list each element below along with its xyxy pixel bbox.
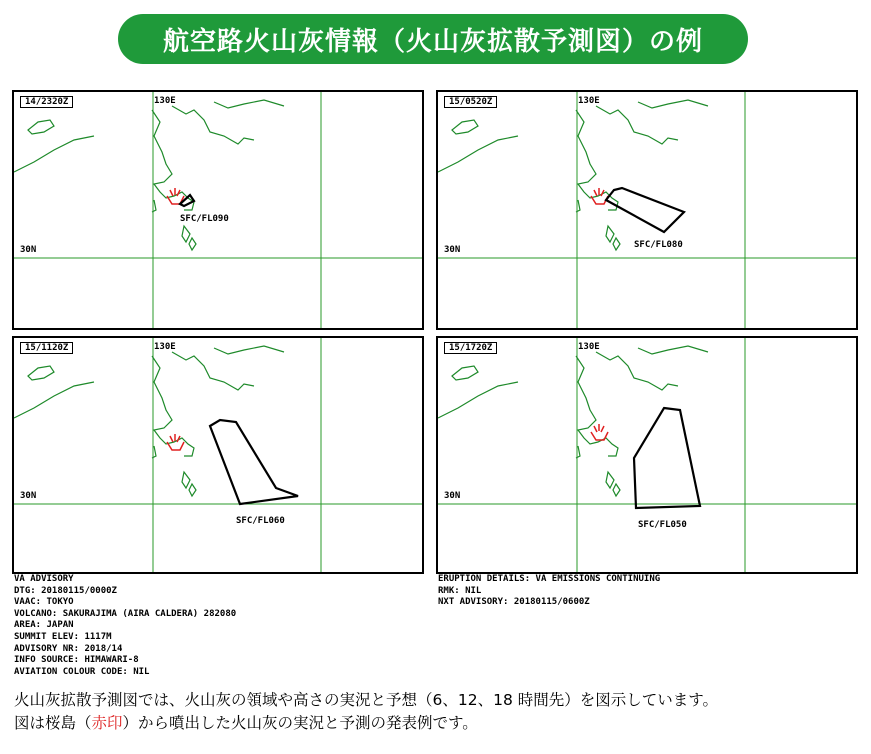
caption xyxy=(14,689,718,735)
grid-lines xyxy=(438,92,856,328)
grid-lines xyxy=(14,92,422,328)
longitude-label: 130E xyxy=(154,96,176,106)
caption-line-2 xyxy=(14,712,718,735)
advisory-line: INFO SOURCE: HIMAWARI-8 xyxy=(14,655,139,666)
grid-lines xyxy=(14,338,422,572)
latitude-label: 30N xyxy=(444,491,461,501)
caption-line-1: 火山灰拡散予測図では、火山灰の領域や高さの実況と予想（6、12、18 時間先）を図示しています。 xyxy=(14,691,718,709)
coastline xyxy=(438,346,708,496)
advisory-line: SUMMIT ELEV: 1117M xyxy=(14,631,112,642)
forecast-panel-1 xyxy=(12,90,424,330)
height-label: SFC/FL090 xyxy=(180,214,229,224)
forecast-panel-3 xyxy=(12,336,424,574)
valid-time-label: 15/1720Z xyxy=(444,342,497,354)
advisory-right xyxy=(438,574,660,609)
map-svg-2 xyxy=(438,92,856,328)
latitude-label: 30N xyxy=(20,491,37,501)
valid-time-label: 14/2320Z xyxy=(20,96,73,108)
map-svg-1 xyxy=(14,92,422,328)
latitude-label: 30N xyxy=(444,245,461,255)
advisory-line: VA ADVISORY xyxy=(14,574,74,584)
height-label: SFC/FL080 xyxy=(634,240,683,250)
ash-plume xyxy=(210,420,298,504)
advisory-line: AREA: JAPAN xyxy=(14,620,74,631)
ash-plume xyxy=(606,188,684,232)
height-label: SFC/FL060 xyxy=(236,516,285,526)
volcano-marker xyxy=(591,424,608,440)
advisory-line: ERUPTION DETAILS: VA EMISSIONS CONTINUING xyxy=(438,574,661,584)
longitude-label: 130E xyxy=(578,342,600,352)
advisory-line: VAAC: TOKYO xyxy=(14,597,74,608)
ash-plume xyxy=(634,408,700,508)
caption-text: ）から噴出した火山灰の実況と予測の発表例です。 xyxy=(122,714,478,732)
advisory-line: ADVISORY NR: 2018/14 xyxy=(14,643,123,654)
longitude-label: 130E xyxy=(154,342,176,352)
valid-time-label: 15/1120Z xyxy=(20,342,73,354)
advisory-line: RMK: NIL xyxy=(438,585,482,596)
advisory-line: NXT ADVISORY: 20180115/0600Z xyxy=(438,597,590,608)
advisory-line: DTG: 20180115/0000Z xyxy=(14,585,117,596)
forecast-panel-4 xyxy=(436,336,858,574)
longitude-label: 130E xyxy=(578,96,600,106)
coastline xyxy=(14,346,284,496)
title-text: 航空路火山灰情報（火山灰拡散予測図）の例 xyxy=(162,26,703,57)
red-mark-text: 赤印 xyxy=(91,714,123,732)
forecast-panel-2 xyxy=(436,90,858,330)
advisory-line: VOLCANO: SAKURAJIMA (AIRA CALDERA) 282080 xyxy=(14,608,237,619)
grid-lines xyxy=(438,338,856,572)
volcano-marker xyxy=(591,188,608,204)
map-svg-3 xyxy=(14,338,422,572)
height-label: SFC/FL050 xyxy=(638,520,687,530)
coastline xyxy=(14,100,284,250)
advisory-line: AVIATION COLOUR CODE: NIL xyxy=(14,666,150,677)
map-svg-4 xyxy=(438,338,856,572)
advisory-left xyxy=(14,574,236,678)
title-banner xyxy=(118,14,748,64)
valid-time-label: 15/0520Z xyxy=(444,96,497,108)
caption-text: 図は桜島（ xyxy=(14,714,92,732)
volcano-marker xyxy=(167,434,184,450)
latitude-label: 30N xyxy=(20,245,37,255)
